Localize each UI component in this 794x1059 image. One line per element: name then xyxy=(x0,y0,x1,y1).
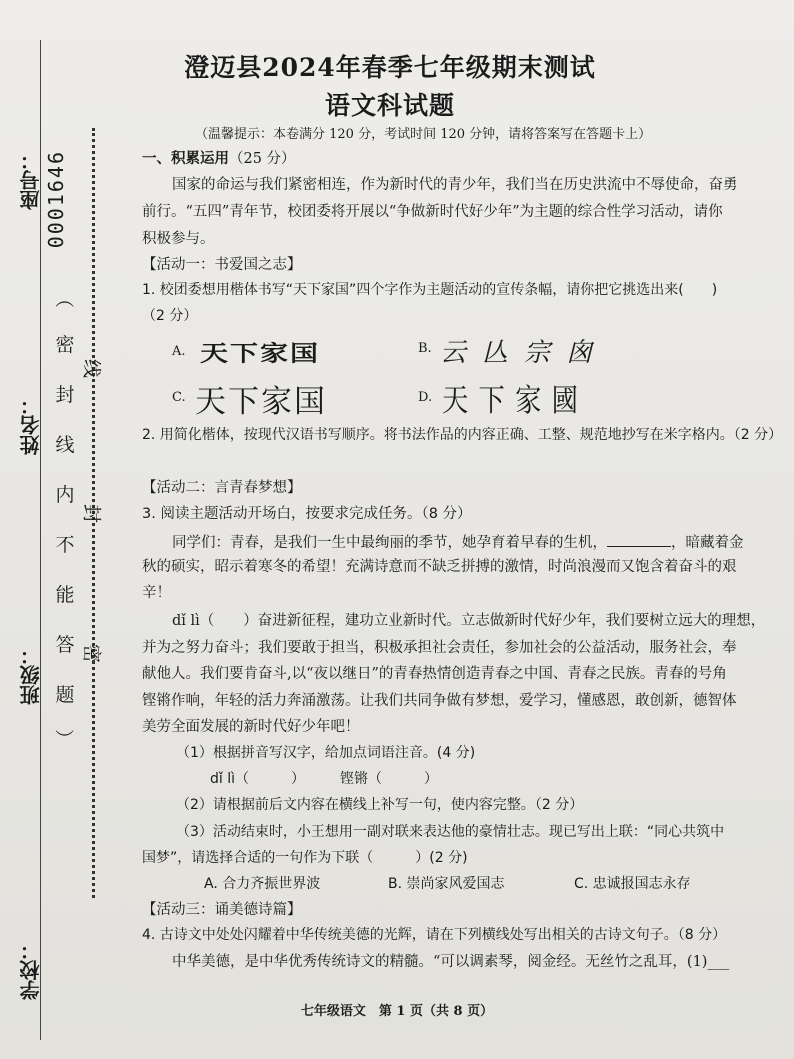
paren-close: ） xyxy=(52,728,75,748)
seal-char-feng: 封 xyxy=(55,384,75,406)
exam-tip: （温馨提示：本卷满分 120 分，考试时间 120 分钟，请将答案写在答题卡上） xyxy=(195,127,652,142)
q2-text: 2. 用简化楷体，按现代汉语书写顺序。将书法作品的内容正确、工整、规范地抄写在米字格内。（2 分） xyxy=(142,427,783,443)
class-label: 班级： xyxy=(19,645,43,705)
sub-question-1: （1）根据拼音写汉字，给加点词语注音。(4 分) xyxy=(176,745,476,761)
exam-title: 澄迈县2024年春季七年级期末测试 xyxy=(184,53,596,82)
para2-line2: 并为之努力奋斗；我们要敢于担当，积极承担社会责任，参加社会的公益活动，服务社会，奉 xyxy=(142,640,737,656)
seat-number: 0001646 xyxy=(44,150,68,249)
fill-blank-line[interactable] xyxy=(607,534,671,547)
option-c-calligraphy: 天下家国 xyxy=(195,384,327,420)
section1-title: 一、积累运用 xyxy=(142,151,229,167)
paren-open: （ xyxy=(52,288,75,308)
activity3-label: 【活动三：诵美德诗篇】 xyxy=(142,902,302,918)
para2-line4: 铿锵作响，年轻的活力奔涌激荡。让我们共同争做有梦想，爱学习，懂感恩，敢创新，德智体 xyxy=(142,693,737,709)
page-footer: 七年级语文 第 1 页（共 8 页） xyxy=(300,1004,494,1019)
option-b-calligraphy: 云亾宗囪 xyxy=(440,338,609,368)
dotline-mi: 密 xyxy=(80,643,103,663)
para1-line1-start: 同学们：青春，是我们一生中最绚丽的季节，她孕育着早春的生机， xyxy=(172,535,607,551)
section1-intro-line1: 国家的命运与我们紧密相连，作为新时代的青少年，我们当在历史洪流中不辱使命，奋勇 xyxy=(172,177,738,193)
seal-char-bu: 不 xyxy=(55,534,75,556)
para1-line2: 秋的硕实，昭示着寒冬的希望！充满诗意而不缺乏拼搏的激情，时尚浪漫而又饱含着奋斗的艰 xyxy=(142,559,737,575)
seat-label: 座号： xyxy=(19,150,43,210)
name-label: 姓名： xyxy=(19,395,43,455)
exam-subtitle: 语文科试题 xyxy=(324,91,455,120)
activity1-label: 【活动一：书爱国之志】 xyxy=(142,257,302,273)
section1-intro-line2: 前行。“五四”青年节，校团委将开展以“争做新时代好少年”为主题的综合性学习活动，请你 xyxy=(142,204,723,220)
para2-line3: 献他人。我们要肯奋斗,以“夜以继日”的青春热情创造青春之中国、青春之民族。青春的号角 xyxy=(142,666,727,682)
dotline-xian: 线 xyxy=(80,358,103,378)
dotline-feng: 封 xyxy=(80,503,103,523)
sub-question-1-items: dǐ lì（ ） 铿锵（ ） xyxy=(210,771,439,787)
option-a-calligraphy: 天下家国 xyxy=(200,340,321,367)
q3-text: 3. 阅读主题活动开场白，按要求完成任务。（8 分） xyxy=(142,506,472,522)
option-d-calligraphy: 天下家國 xyxy=(442,383,589,418)
section1-score: （25 分） xyxy=(229,151,296,167)
section1-intro-line3: 积极参与。 xyxy=(142,231,215,247)
section1-heading xyxy=(142,152,296,167)
school-label: 学校： xyxy=(19,940,43,1000)
option-c-letter: C. xyxy=(172,390,186,405)
para2-line1: dǐ lì（ ）奋进新征程，建功立业新时代。立志做新时代好少年，我们要树立远大的理想， xyxy=(172,613,766,629)
para1-line1 xyxy=(172,534,744,551)
option-a-letter: A. xyxy=(172,344,186,359)
seal-char-xian: 线 xyxy=(55,434,75,456)
para1-line3: 辛！ xyxy=(142,585,171,601)
option-d-letter: D. xyxy=(418,390,433,405)
seal-char-da: 答 xyxy=(55,634,75,656)
couplet-option-a: A. 合力齐振世界波 xyxy=(204,876,321,892)
q1-line2: （2 分） xyxy=(142,308,198,324)
sub-question-2: （2）请根据前后文内容在横线上补写一句，使内容完整。（2 分） xyxy=(176,797,584,813)
seal-char-neng: 能 xyxy=(55,584,75,606)
seal-char-nei: 内 xyxy=(55,484,75,506)
couplet-option-b: B. 崇尚家风爱国志 xyxy=(388,876,505,892)
q1-line1: 1. 校团委想用楷体书写“天下家国”四个字作为主题活动的宣传条幅，请你把它挑选出来( ) xyxy=(142,282,718,298)
q4-text: 4. 古诗文中处处闪耀着中华传统美德的光辉，请在下列横线处写出相关的古诗文句子。（8 分） xyxy=(142,927,727,943)
couplet-option-c: C. 忠诚报国志永存 xyxy=(574,876,691,892)
option-b-letter: B. xyxy=(418,341,432,356)
seal-char-ti: 题 xyxy=(55,684,75,706)
seal-char-mi: 密 xyxy=(55,334,75,356)
activity2-label: 【活动二：言青春梦想】 xyxy=(142,480,302,496)
sub-question-3-line1: （3）活动结束时，小王想用一副对联来表达他的豪情壮志。现已写出上联：“同心共筑中 xyxy=(176,824,725,840)
para1-line1-end: ，暗藏着金 xyxy=(671,535,744,551)
para2-line5: 美劳全面发展的新时代好少年吧！ xyxy=(142,719,360,735)
poem-para-line1: 中华美德，是中华优秀传统诗文的精髓。“可以调素琴，阅金经。无丝竹之乱耳，(1)___ xyxy=(172,954,730,970)
sub-question-3-line2: 国梦”，请选择合适的一句作为下联（ ）(2 分) xyxy=(142,850,468,866)
